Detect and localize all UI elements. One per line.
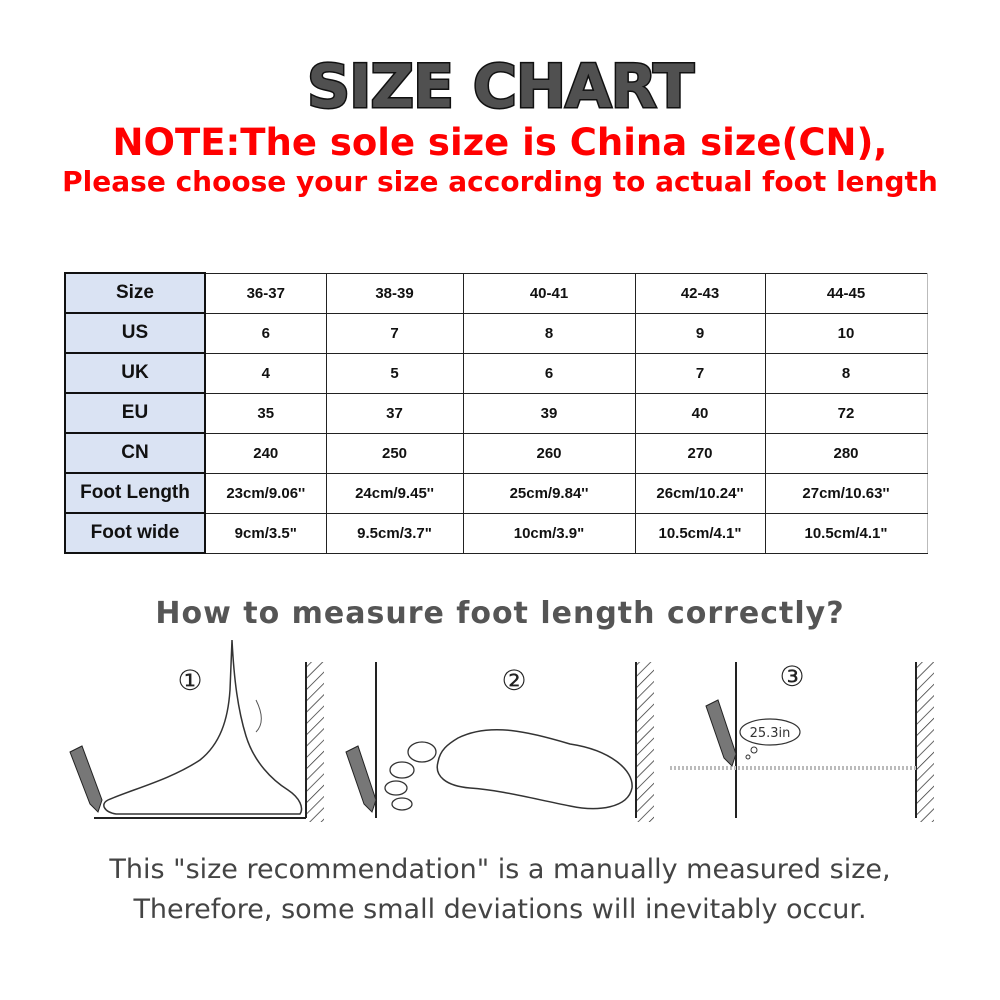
wall-hatch-1 bbox=[306, 662, 324, 822]
table-cell: 240 bbox=[205, 433, 326, 473]
side-foot-drawing bbox=[104, 640, 302, 814]
table-cell: 25cm/9.84'' bbox=[463, 473, 635, 513]
row-header: US bbox=[65, 313, 205, 353]
step-3-number: ③ bbox=[779, 660, 805, 693]
table-cell: 35 bbox=[205, 393, 326, 433]
table-cell: 23cm/9.06'' bbox=[205, 473, 326, 513]
table-cell: 4 bbox=[205, 353, 326, 393]
note-line-2: Please choose your size according to actual foot length bbox=[62, 165, 938, 198]
table-cell: 27cm/10.63'' bbox=[765, 473, 927, 513]
toe-1 bbox=[408, 742, 436, 762]
step-2-panel bbox=[346, 662, 654, 822]
table-cell: 10.5cm/4.1" bbox=[635, 513, 765, 553]
table-cell: 40 bbox=[635, 393, 765, 433]
row-header: Foot Length bbox=[65, 473, 205, 513]
row-header: Foot wide bbox=[65, 513, 205, 553]
measure-title: How to measure foot length correctly? bbox=[155, 596, 845, 631]
step-2-number: ② bbox=[501, 664, 527, 697]
bubble-dot-2 bbox=[746, 755, 750, 759]
table-row bbox=[65, 393, 927, 433]
table-cell: 42-43 bbox=[635, 273, 765, 313]
size-table bbox=[64, 272, 928, 554]
page-title: SIZE CHART bbox=[306, 52, 694, 122]
ankle-detail bbox=[256, 700, 261, 732]
step-1-panel bbox=[70, 640, 324, 822]
step-3-panel bbox=[670, 660, 934, 822]
table-row bbox=[65, 273, 927, 313]
table-cell: 26cm/10.24'' bbox=[635, 473, 765, 513]
table-cell: 6 bbox=[463, 353, 635, 393]
wall-hatch-3 bbox=[916, 662, 934, 822]
table-cell: 10.5cm/4.1" bbox=[765, 513, 927, 553]
table-cell: 8 bbox=[463, 313, 635, 353]
table-cell: 24cm/9.45'' bbox=[326, 473, 463, 513]
table-cell: 10 bbox=[765, 313, 927, 353]
table-cell: 72 bbox=[765, 393, 927, 433]
table-cell: 38-39 bbox=[326, 273, 463, 313]
table-row bbox=[65, 313, 927, 353]
table-cell: 5 bbox=[326, 353, 463, 393]
table-cell: 8 bbox=[765, 353, 927, 393]
footer-line-2: Therefore, some small deviations will inevitably occur. bbox=[133, 894, 867, 925]
table-cell: 6 bbox=[205, 313, 326, 353]
note-line-1: NOTE:The sole size is China size(CN), bbox=[112, 121, 888, 164]
measure-illustration bbox=[50, 640, 950, 830]
table-row bbox=[65, 433, 927, 473]
pencil-2-icon bbox=[346, 746, 376, 812]
table-row bbox=[65, 473, 927, 513]
bubble-dot-1 bbox=[751, 747, 757, 753]
table-row bbox=[65, 513, 927, 553]
table-cell: 9 bbox=[635, 313, 765, 353]
footer-line-1: This "size recommendation" is a manually measured size, bbox=[109, 854, 891, 885]
pencil-3-icon bbox=[706, 700, 736, 766]
table-cell: 44-45 bbox=[765, 273, 927, 313]
row-header: CN bbox=[65, 433, 205, 473]
table-cell: 7 bbox=[635, 353, 765, 393]
row-header: EU bbox=[65, 393, 205, 433]
sole-drawing bbox=[437, 730, 632, 809]
table-cell: 40-41 bbox=[463, 273, 635, 313]
table-cell: 270 bbox=[635, 433, 765, 473]
table-cell: 280 bbox=[765, 433, 927, 473]
row-header: Size bbox=[65, 273, 205, 313]
table-cell: 9cm/3.5" bbox=[205, 513, 326, 553]
wall-hatch-2 bbox=[636, 662, 654, 822]
table-cell: 7 bbox=[326, 313, 463, 353]
table-cell: 10cm/3.9" bbox=[463, 513, 635, 553]
table-cell: 9.5cm/3.7" bbox=[326, 513, 463, 553]
toe-3 bbox=[385, 781, 407, 795]
size-table-body bbox=[65, 273, 927, 553]
table-cell: 36-37 bbox=[205, 273, 326, 313]
table-cell: 39 bbox=[463, 393, 635, 433]
row-header: UK bbox=[65, 353, 205, 393]
table-cell: 250 bbox=[326, 433, 463, 473]
toe-2 bbox=[390, 762, 414, 778]
table-cell: 37 bbox=[326, 393, 463, 433]
step-1-number: ① bbox=[177, 664, 203, 697]
table-cell: 260 bbox=[463, 433, 635, 473]
table-row bbox=[65, 353, 927, 393]
bubble-text: 25.3in bbox=[749, 726, 791, 741]
toe-4 bbox=[392, 798, 412, 810]
pencil-1-icon bbox=[70, 746, 102, 812]
